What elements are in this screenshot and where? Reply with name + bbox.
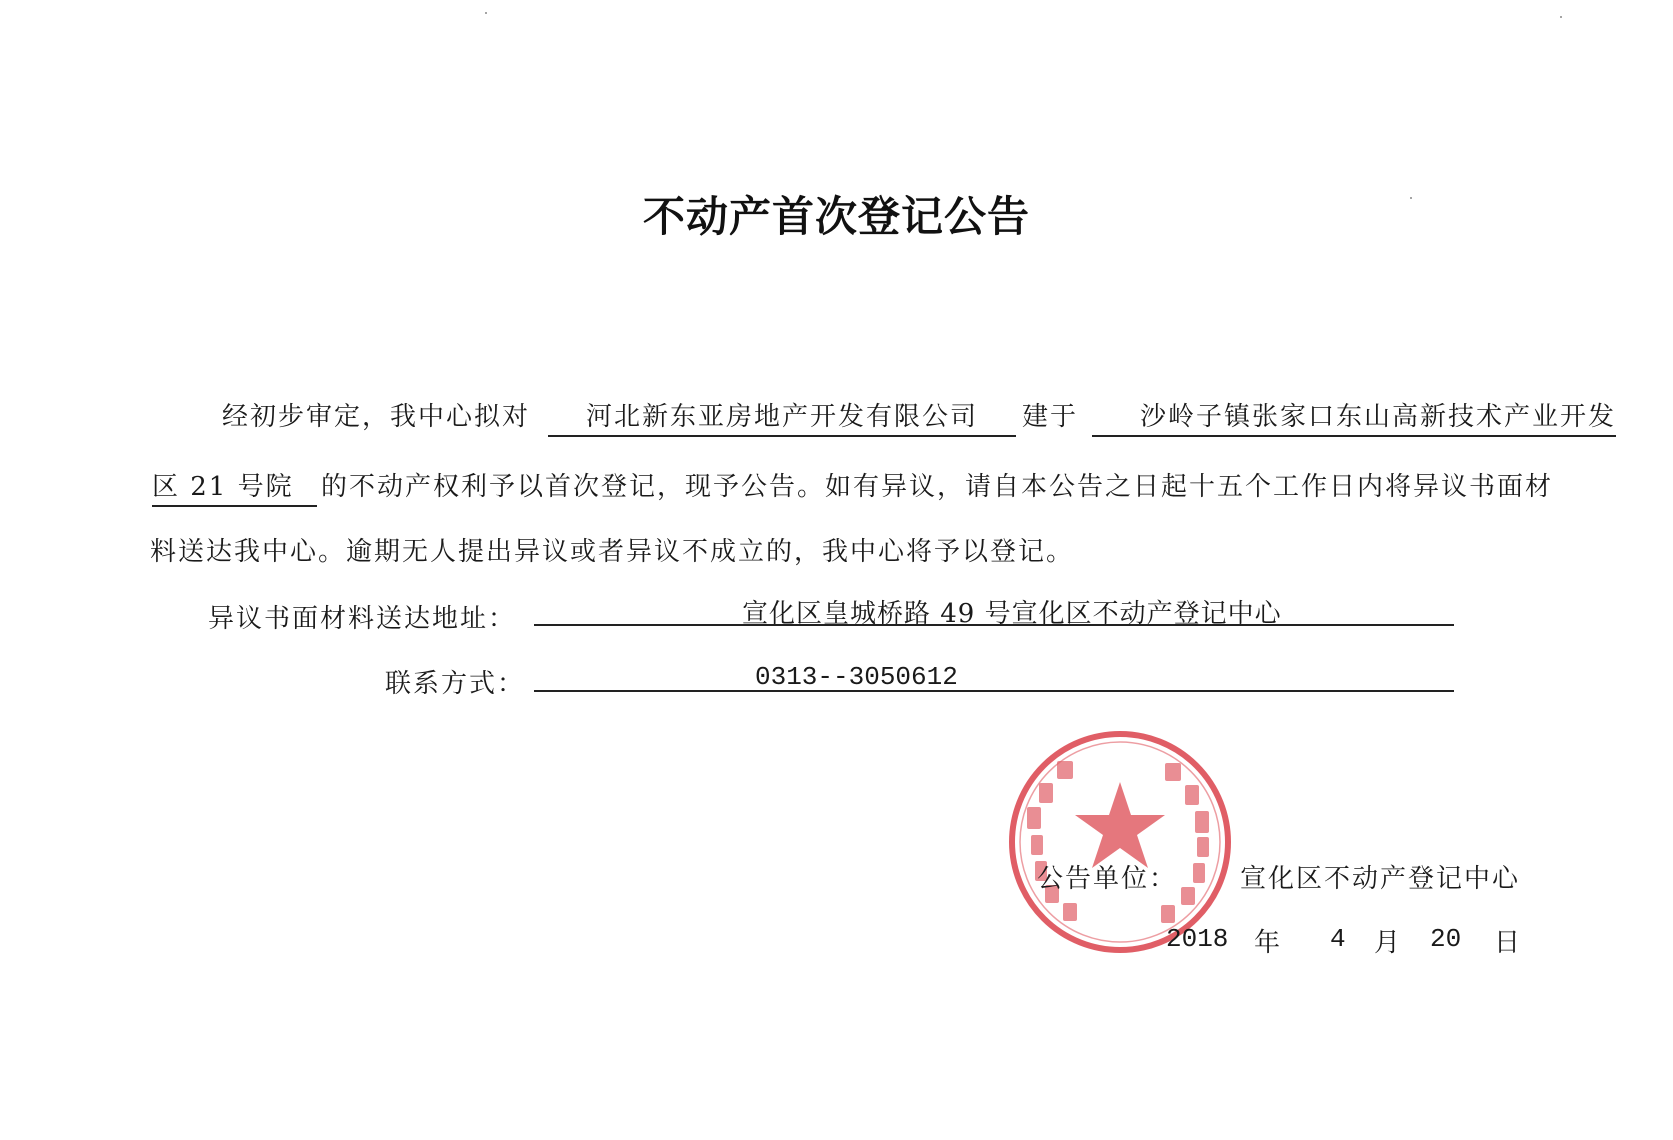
seal-graphic [1005,727,1235,957]
page-title: 不动产首次登记公告 [642,192,1030,241]
official-seal [1005,727,1235,957]
body-line1-prefix: 经初步审定，我中心拟对 [222,402,531,432]
date-day-unit: 日 [1494,928,1523,958]
date-year-unit: 年 [1254,928,1283,958]
star-icon [1075,782,1165,868]
scan-speck [485,12,487,14]
address-underline [534,624,1454,626]
location-part1-text: 沙岭子镇张家口东山高新技术产业开发 [1139,402,1616,432]
scan-speck [1410,197,1412,199]
body-line2-rest: 的不动产权利予以首次登记，现予公告。如有异议，请自本公告之日起十五个工作日内将异议书面材 [321,472,1554,502]
date-month-unit: 月 [1374,928,1403,958]
location-part2-text: 区 21 号院 [152,472,294,502]
issuer-name: 宣化区不动产登记中心 [1240,864,1521,894]
contact-label: 联系方式： [385,669,526,699]
built-at-label: 建于 [1022,402,1079,432]
location-part2 [152,466,317,507]
date-year: 2018 [1166,924,1229,954]
date-day: 20 [1430,924,1462,954]
location-part1 [1092,396,1616,437]
contact-underline [534,690,1454,692]
contact-value: 0313--3050612 [755,662,958,692]
issuer-label: 公告单位： [1037,864,1178,894]
date-month: 4 [1330,924,1346,954]
body-line3: 料送达我中心。逾期无人提出异议或者异议不成立的，我中心将予以登记。 [150,537,1075,567]
address-value: 宣化区皇城桥路 49 号宣化区不动产登记中心 [742,599,1282,629]
company-name-text: 河北新东亚房地产开发有限公司 [585,402,978,432]
company-name [548,396,1016,437]
address-label: 异议书面材料送达地址： [208,604,517,634]
scan-speck [1560,16,1562,18]
